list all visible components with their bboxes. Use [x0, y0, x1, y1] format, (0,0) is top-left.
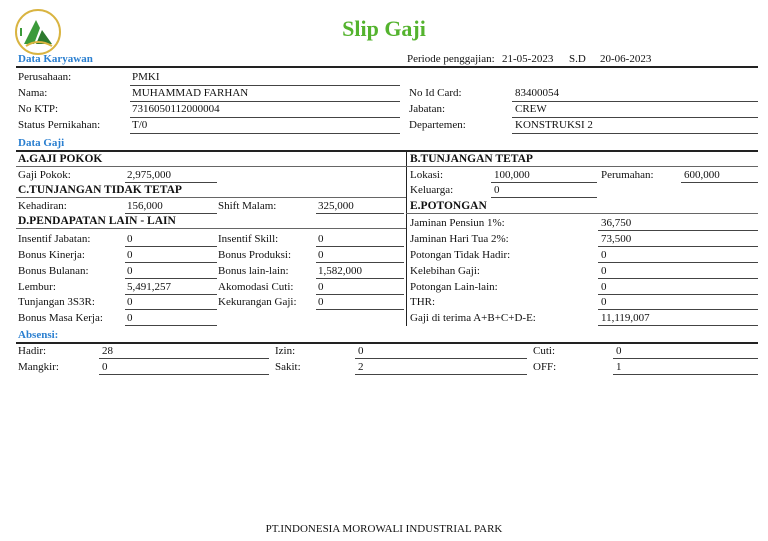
underline [130, 133, 400, 134]
location-value: 100,000 [494, 169, 530, 181]
deduction-value: 73,500 [601, 233, 632, 245]
divider [406, 166, 758, 167]
income-right-value: 0 [318, 281, 324, 293]
period-label: Periode penggajian: [407, 53, 495, 65]
underline [316, 309, 404, 310]
underline [613, 358, 758, 359]
attendance-allowance-value: 156,000 [127, 200, 163, 212]
housing-label: Perumahan: [601, 169, 654, 181]
underline [125, 325, 217, 326]
underline [355, 374, 527, 375]
deduction-label: Jaminan Hari Tua 2%: [410, 233, 509, 245]
income-left-value: 5,491,257 [127, 281, 171, 293]
underline [512, 117, 758, 118]
income-left-value: 0 [127, 312, 133, 324]
underline [316, 213, 404, 214]
deduction-label: Potongan Tidak Hadir: [410, 249, 511, 261]
income-left-label: Bonus Masa Kerja: [18, 312, 103, 324]
permit-value: 0 [358, 345, 364, 357]
net-salary-label: Gaji di terima A+B+C+D-E: [410, 312, 536, 324]
off-label: OFF: [533, 361, 557, 373]
deduction-value: 0 [601, 265, 607, 277]
underline [316, 278, 404, 279]
company-label: Perusahaan: [18, 71, 72, 83]
off-value: 1 [616, 361, 622, 373]
income-left-value: 0 [127, 233, 133, 245]
divider [16, 150, 758, 152]
deduction-value: 36,750 [601, 217, 632, 229]
idcard-label: No Id Card: [409, 87, 462, 99]
underline [99, 374, 269, 375]
attendance-allowance-label: Kehadiran: [18, 200, 67, 212]
underline [130, 101, 400, 102]
period-separator: S.D [569, 53, 586, 65]
underline [491, 182, 597, 183]
ktp-label: No KTP: [18, 103, 59, 115]
location-label: Lokasi: [410, 169, 443, 181]
underline [125, 182, 217, 183]
income-left-value: 0 [127, 296, 133, 308]
deduction-value: 0 [601, 281, 607, 293]
footer-company: PT.INDONESIA MOROWALI INDUSTRIAL PARK [265, 523, 503, 535]
divider [16, 228, 406, 229]
underline [598, 294, 758, 295]
underline [491, 197, 597, 198]
sick-value: 2 [358, 361, 364, 373]
deduction-label: THR: [410, 296, 436, 308]
position-value: CREW [515, 103, 547, 115]
underline [512, 101, 758, 102]
underline [99, 358, 269, 359]
family-value: 0 [494, 184, 500, 196]
deduction-label: Jaminan Pensiun 1%: [410, 217, 505, 229]
underline [598, 309, 758, 310]
underline [512, 133, 758, 134]
underline [125, 278, 217, 279]
basic-label: Gaji Pokok: [18, 169, 71, 181]
divider [406, 213, 758, 214]
income-left-value: 0 [127, 265, 133, 277]
income-left-label: Bonus Kinerja: [18, 249, 85, 261]
other-income-heading: D.PENDAPATAN LAIN - LAIN [18, 215, 176, 227]
income-left-value: 0 [127, 249, 133, 261]
present-value: 28 [102, 345, 113, 357]
underline [613, 374, 758, 375]
marital-value: T/0 [132, 119, 148, 131]
underline [598, 278, 758, 279]
housing-value: 600,000 [684, 169, 720, 181]
underline [598, 262, 758, 263]
company-value: PMKI [132, 71, 160, 83]
income-right-label: Bonus lain-lain: [218, 265, 289, 277]
income-right-label: Akomodasi Cuti: [218, 281, 294, 293]
deduction-label: Potongan Lain-lain: [410, 281, 498, 293]
underline [125, 262, 217, 263]
deduction-value: 0 [601, 249, 607, 261]
absent-label: Mangkir: [18, 361, 59, 373]
underline [125, 213, 217, 214]
deduction-value: 0 [601, 296, 607, 308]
underline [125, 246, 217, 247]
income-right-value: 0 [318, 233, 324, 245]
underline [125, 309, 217, 310]
night-shift-value: 325,000 [318, 200, 354, 212]
leave-value: 0 [616, 345, 622, 357]
underline [316, 246, 404, 247]
underline [316, 294, 404, 295]
income-left-label: Bonus Bulanan: [18, 265, 89, 277]
variable-heading: C.TUNJANGAN TIDAK TETAP [18, 184, 182, 196]
night-shift-label: Shift Malam: [218, 200, 277, 212]
deduction-label: Kelebihan Gaji: [410, 265, 480, 277]
divider [16, 66, 758, 68]
basic-value: 2,975,000 [127, 169, 171, 181]
name-label: Nama: [18, 87, 48, 99]
underline [598, 325, 758, 326]
divider [16, 197, 406, 198]
section-employee: Data Karyawan [18, 53, 93, 65]
income-right-value: 0 [318, 249, 324, 261]
underline [125, 294, 217, 295]
period-start: 21-05-2023 [502, 53, 554, 65]
underline [130, 117, 400, 118]
ktp-value: 7316050112000004 [132, 103, 220, 115]
underline [355, 358, 527, 359]
period-end: 20-06-2023 [600, 53, 652, 65]
name-value: MUHAMMAD FARHAN [132, 87, 249, 99]
absent-value: 0 [102, 361, 108, 373]
income-right-label: Kekurangan Gaji: [218, 296, 297, 308]
underline [598, 230, 758, 231]
deductions-heading: E.POTONGAN [410, 200, 487, 212]
section-attendance: Absensi: [18, 329, 59, 341]
underline [130, 85, 400, 86]
income-right-label: Insentif Skill: [218, 233, 279, 245]
sick-label: Sakit: [275, 361, 301, 373]
leave-label: Cuti: [533, 345, 556, 357]
divider [16, 342, 758, 344]
page-title: Slip Gaji [342, 16, 426, 41]
present-label: Hadir: [18, 345, 47, 357]
underline [681, 182, 758, 183]
position-label: Jabatan: [409, 103, 446, 115]
section-salary: Data Gaji [18, 137, 65, 149]
marital-label: Status Pernikahan: [18, 119, 101, 131]
department-value: KONSTRUKSI 2 [515, 119, 593, 131]
family-label: Keluarga: [410, 184, 454, 196]
income-left-label: Insentif Jabatan: [18, 233, 91, 245]
underline [316, 262, 404, 263]
idcard-value: 83400054 [515, 87, 559, 99]
basic-heading: A.GAJI POKOK [18, 153, 103, 165]
fixed-allowance-heading: B.TUNJANGAN TETAP [410, 153, 533, 165]
income-right-label: Bonus Produksi: [218, 249, 292, 261]
income-right-value: 1,582,000 [318, 265, 362, 277]
net-salary-value: 11,119,007 [601, 312, 650, 324]
department-label: Departemen: [409, 119, 466, 131]
column-divider [406, 150, 407, 326]
income-left-label: Tunjangan 3S3R: [18, 296, 95, 308]
underline [598, 246, 758, 247]
income-right-value: 0 [318, 296, 324, 308]
income-left-label: Lembur: [18, 281, 56, 293]
permit-label: Izin: [275, 345, 296, 357]
divider [16, 166, 406, 167]
